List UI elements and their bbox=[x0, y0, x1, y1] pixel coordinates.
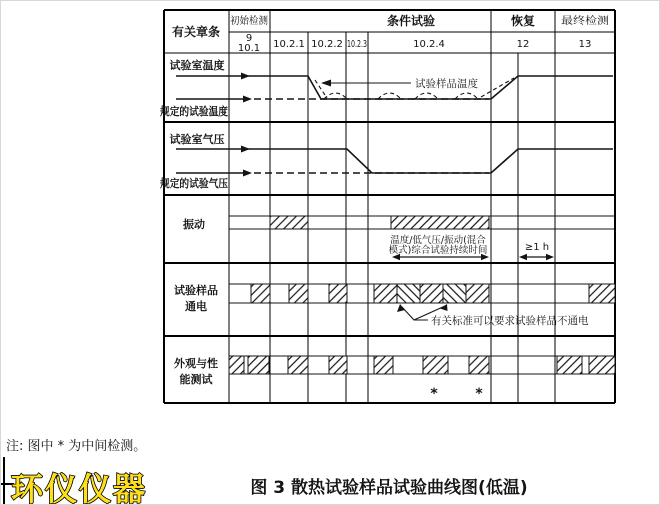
arrowhead-left-icon bbox=[321, 80, 331, 87]
chamber-temperature-line bbox=[176, 73, 613, 100]
clause-ref-10-1: 10.1 bbox=[237, 43, 261, 54]
row-label-appearance-test-1: 外观与性 bbox=[174, 357, 218, 370]
intermediate-check-asterisk: * bbox=[430, 386, 438, 402]
intermediate-check-asterisk: * bbox=[475, 386, 483, 402]
row-label-chamber-temperature: 试验室温度 bbox=[169, 59, 225, 72]
arrowhead-up-icon bbox=[397, 304, 405, 312]
header-recovery: 恢复 bbox=[510, 14, 536, 28]
vibration-band bbox=[229, 216, 615, 229]
power-hatch-block bbox=[289, 284, 308, 303]
power-note-label: 有关标准可以要求试验样品不通电 bbox=[431, 315, 589, 327]
power-hatch-block bbox=[329, 284, 347, 303]
table-grid bbox=[164, 10, 615, 403]
row-label-appearance-test-2: 能测试 bbox=[179, 373, 213, 386]
recovery-hold-arrow bbox=[519, 254, 554, 260]
chamber-pressure-line bbox=[176, 146, 613, 174]
row-label-sample-power-2: 通电 bbox=[185, 300, 207, 313]
row-label-sample-power-1: 试验样品 bbox=[174, 284, 218, 297]
arrowhead-right-icon bbox=[243, 170, 252, 177]
sample-temperature-label: 试验样品温度 bbox=[415, 78, 478, 90]
test-hatch-block bbox=[288, 356, 308, 374]
row-label-chamber-pressure: 试验室气压 bbox=[169, 133, 225, 146]
row-label-specified-pressure: 规定的试验气压 bbox=[160, 177, 237, 190]
clause-ref-10-2-4: 10.2.4 bbox=[413, 39, 445, 50]
clause-ref-12: 12 bbox=[516, 39, 530, 50]
test-hatch-block bbox=[589, 356, 615, 374]
specified-pressure-line bbox=[176, 170, 489, 177]
arrowhead-right-icon bbox=[241, 146, 250, 153]
header-initial-inspection: 初始检测 bbox=[230, 16, 270, 27]
specified-temperature-line bbox=[176, 96, 489, 103]
power-hatch-block bbox=[443, 284, 466, 303]
power-hatch-block bbox=[420, 284, 443, 303]
header-condition-test: 条件试验 bbox=[386, 14, 436, 28]
vibration-hatch-block bbox=[270, 216, 308, 229]
clause-ref-9: 9 bbox=[245, 33, 253, 44]
power-hatch-block bbox=[251, 284, 270, 303]
appearance-test-band bbox=[229, 356, 615, 374]
brand-logo: 环仪仪器 bbox=[11, 470, 148, 505]
header-clause: 有关章条 bbox=[171, 25, 221, 39]
arrowhead-right-icon bbox=[241, 73, 250, 80]
test-hatch-block bbox=[248, 356, 269, 374]
sample-power-band bbox=[229, 284, 615, 303]
header-final-inspection: 最终检测 bbox=[561, 16, 601, 27]
clause-ref-10-2-3: 10.2.3 bbox=[347, 39, 367, 50]
power-hatch-block bbox=[589, 284, 615, 303]
power-hatch-block bbox=[466, 284, 489, 303]
clause-ref-10-2-1: 10.2.1 bbox=[273, 39, 305, 50]
row-label-specified-temperature: 规定的试验温度 bbox=[160, 105, 237, 118]
power-hatch-block bbox=[397, 284, 420, 303]
combined-duration-label-1: 温度/低气压/振动(混合 bbox=[390, 235, 486, 246]
clause-ref-10-2-2: 10.2.2 bbox=[311, 39, 343, 50]
test-curve-diagram bbox=[1, 1, 660, 505]
vibration-hatch-block bbox=[391, 216, 489, 229]
footnote: 注: 图中 * 为中间检测。 bbox=[6, 439, 147, 454]
power-hatch-block bbox=[374, 284, 397, 303]
test-hatch-block bbox=[469, 356, 489, 374]
test-hatch-block bbox=[329, 356, 347, 374]
recovery-hold-label: ≥1 h bbox=[524, 242, 550, 253]
test-hatch-block bbox=[423, 356, 448, 374]
clause-ref-13: 13 bbox=[578, 39, 592, 50]
test-hatch-block bbox=[557, 356, 582, 374]
arrowhead-right-icon bbox=[243, 96, 252, 103]
test-hatch-block bbox=[229, 356, 244, 374]
figure-caption: 图 3 散热试验样品试验曲线图(低温) bbox=[250, 478, 528, 498]
row-label-vibration: 振动 bbox=[183, 218, 205, 231]
combined-duration-label-2: 模式)综合试验持续时间 bbox=[388, 245, 488, 256]
test-hatch-block bbox=[374, 356, 393, 374]
